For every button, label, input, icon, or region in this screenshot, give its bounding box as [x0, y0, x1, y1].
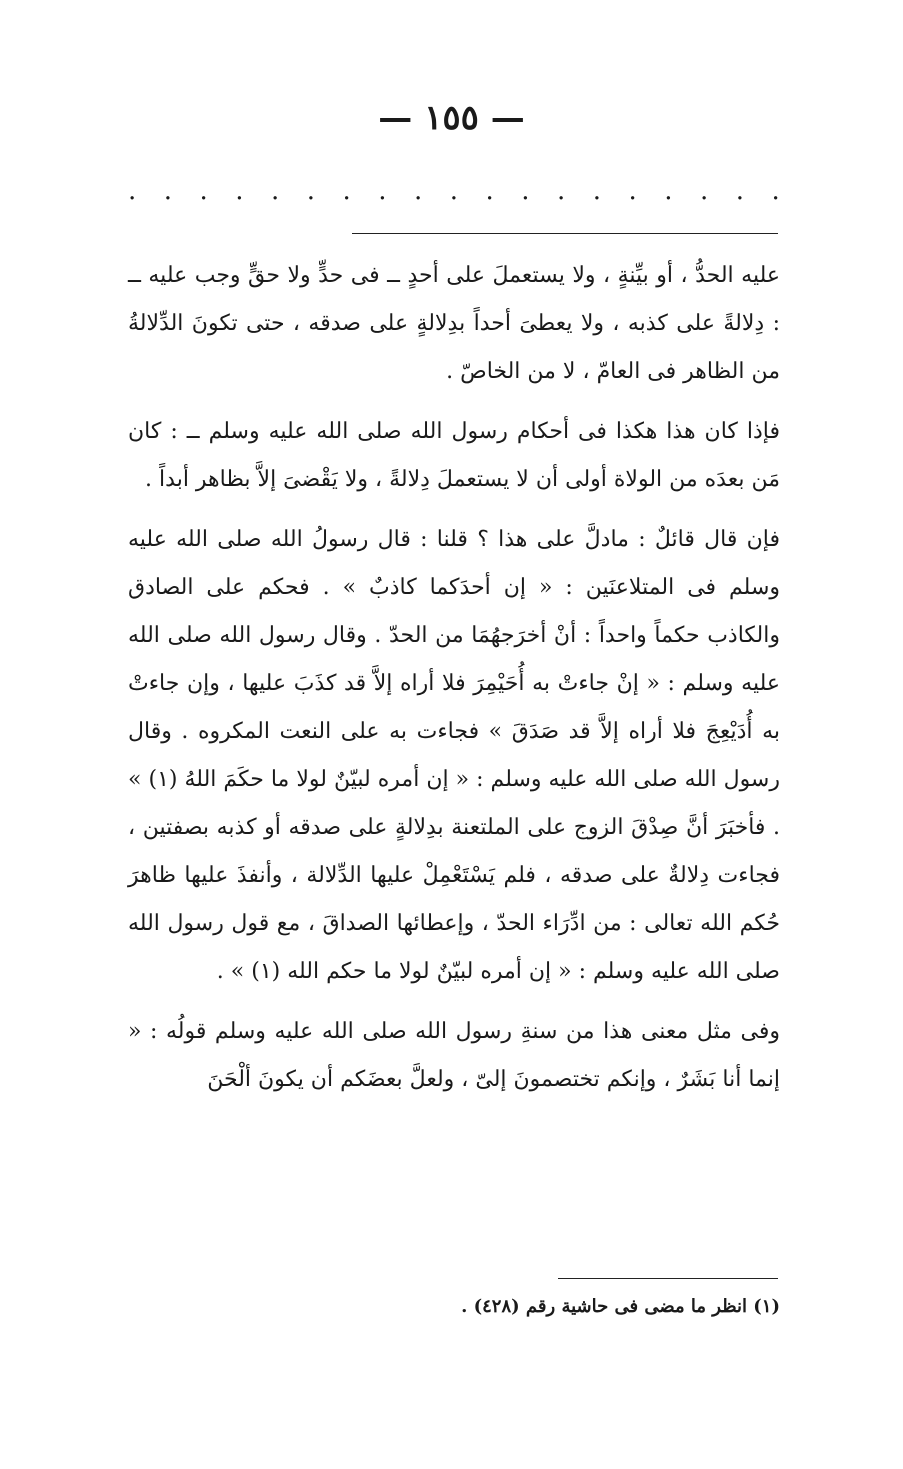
separator-dot: .	[771, 176, 780, 206]
paragraph: فإن قال قائلٌ : مادلَّ على هذا ؟ قلنا : قال رسولُ الله صلى الله عليه وسلم فى المتلاعنَين : « إن أحدَكما كاذبٌ » . فحكم على الصادق والكاذب حكماً واحداً : أنْ أخرَجهُمَا من الحدّ . وقال رسول الله صلى الله عليه وسلم : « إنْ جاءتْ به أُحَيْمِرَ فلا أراه إلاَّ قد كذَبَ عليها ، وإن جاءتْ به أُدَيْعِجَ فلا أراه إلاَّ قد صَدَقَ » فجاءت به على النعت المكروه . وقال رسول الله صلى الله عليه وسلم : « إن أمره لبيّنٌ لولا ما حكَمَ اللهُ (١) » . فأخبَرَ أنَّ صِدْقَ الزوج على الملتعنة بدِلالةٍ على صدقه أو كذبه بصفتين ، فجاءت دِلالةٌ على صدقه ، فلم يَسْتَعْمِلْ عليها الدِّلالة ، وأنفذَ عليها ظاهرَ حُكم الله تعالى : من ادِّرَاء الحدّ ، وإعطائها الصداقَ ، مع قول رسول الله صلى الله عليه وسلم : « إن أمره لبيّنٌ لولا ما حكم الله (١) » .	[128, 527, 780, 984]
separator-dot: .	[449, 176, 459, 206]
separator-dot: .	[128, 176, 137, 206]
separator-dot: .	[628, 176, 637, 206]
separator-dot: .	[271, 176, 280, 206]
page-number: — ١٥٥ —	[378, 98, 525, 138]
separator-dot: .	[378, 176, 387, 206]
paragraph: عليه الحدُّ ، أو بيِّنةٍ ، ولا يستعملَ على أحدٍ ــ فى حدٍّ ولا حقٍّ وجب عليه ــ : دِلالةً على كذبه ، ولا يعطىَ أحداً بدِلالةٍ على صدقه ، حتى تكونَ الدِّلالةُ من الظاهر فى العامّ ، لا من الخاصّ .	[128, 263, 780, 384]
separator-dot: .	[735, 176, 745, 206]
separator-dot: .	[664, 176, 673, 206]
separator-dots	[128, 178, 780, 204]
top-rule	[352, 233, 778, 234]
separator-dot: .	[557, 176, 566, 206]
body-text	[128, 252, 780, 1104]
separator-dot: .	[485, 176, 494, 206]
paragraph: فإذا كان هذا هكذا فى أحكام رسول الله صلى الله عليه وسلم ــ : كان مَن بعدَه من الولاة أولى أن لا يستعملَ دِلالةً ، ولا يَقْضىَ إلاَّ بظاهر أبداً .	[128, 419, 780, 492]
paragraph: وفى مثل معنى هذا من سنةِ رسول الله صلى الله عليه وسلم قولُه : « إنما أنا بَشَرٌ ، وإنكم تختصمونَ إلىّ ، ولعلَّ بعضَكم أن يكونَ ألْحَنَ	[128, 1019, 780, 1092]
separator-dot: .	[521, 176, 530, 206]
footnote-rule	[558, 1278, 778, 1279]
separator-dot: .	[414, 176, 423, 206]
separator-dot: .	[199, 176, 208, 206]
separator-dot: .	[700, 176, 709, 206]
separator-dot: .	[592, 176, 602, 206]
separator-dot: .	[342, 176, 351, 206]
separator-dot: .	[235, 176, 244, 206]
footnote: (١) انظر ما مضى فى حاشية رقم (٤٢٨) .	[461, 1296, 780, 1317]
separator-dot: .	[306, 176, 316, 206]
separator-dot: .	[163, 176, 173, 206]
